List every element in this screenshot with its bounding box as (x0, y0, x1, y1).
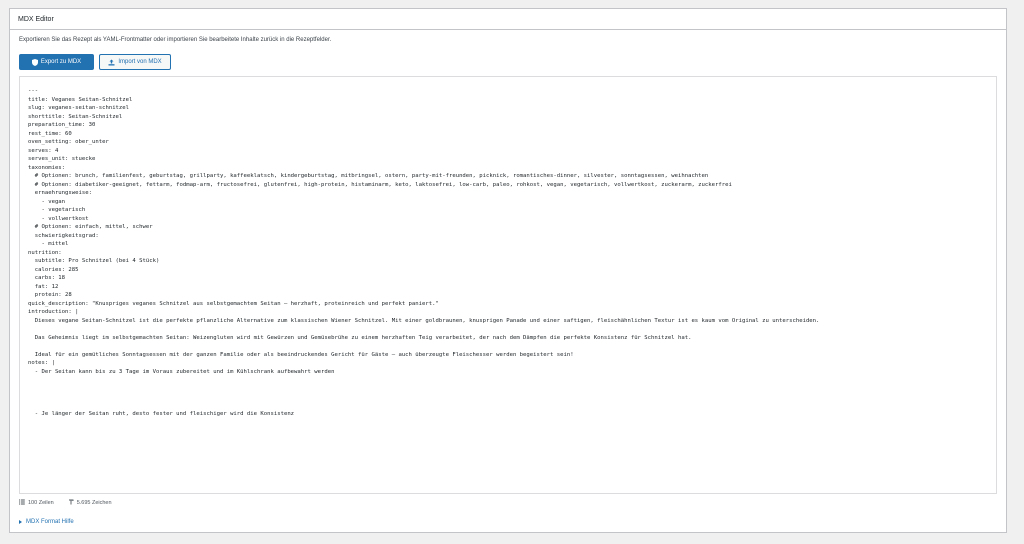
code-line: rest_time: 60 (28, 130, 72, 137)
code-line: --- (28, 88, 39, 94)
mdx-editor-panel (9, 8, 1007, 533)
triangle-right-icon (19, 520, 22, 524)
code-line: - vollwertkost (28, 215, 89, 222)
import-mdx-button[interactable] (99, 54, 171, 70)
code-line: subtitle: Pro Schnitzel (bei 4 Stück) (28, 258, 160, 264)
code-line: # Optionen: einfach, mittel, schwer (28, 224, 153, 230)
code-line: introduction: | (28, 309, 79, 315)
code-line: # Optionen: brunch, familienfest, geburtstag, grillparty, kaffeeklatsch, kindergeburtstag, mitbringsel, ostern, party-mit-freunden, picknick, romantisches-dinner, silvester, sonntagsessen, weihnachten (28, 173, 709, 179)
editor-status-bar (19, 499, 112, 507)
code-line (28, 393, 992, 402)
import-mdx-label: Import von MDX (118, 59, 162, 65)
char-count (68, 499, 112, 507)
code-line: title: Veganes Seitan-Schnitzel (28, 96, 133, 103)
code-line: carbs: 18 (28, 275, 66, 281)
char-count-label: 5.695 Zeichen (76, 500, 112, 506)
code-line: Dieses vegane Seitan-Schnitzel ist die perfekte pflanzliche Alternative zum klassischen Wiener Schnitzel. Mit einer goldbraunen, knusprigen Panade und einer saftigen, fleischähnlichen Textur ist es kaum vom Original zu unterscheiden. (28, 317, 820, 324)
panel-description: Exportieren Sie das Rezept als YAML-Frontmatter oder importieren Sie bearbeitete Inhalte zurück in die Rezeptfelder. (19, 37, 332, 43)
code-line: - Der Seitan kann bis zu 3 Tage im Voraus zubereitet und im Kühlschrank aufbewahrt werden (28, 368, 335, 375)
code-line (28, 402, 992, 411)
code-content[interactable] (28, 87, 992, 419)
list-icon (19, 499, 25, 507)
code-line (28, 385, 992, 394)
line-count-label: 100 Zeilen (28, 500, 54, 506)
mdx-code-editor[interactable] (19, 76, 997, 494)
code-line (28, 325, 992, 334)
code-line: fat: 12 (28, 283, 59, 290)
code-line: - vegan (28, 198, 66, 205)
code-line: serves: 4 (28, 147, 59, 154)
code-line: calories: 285 (28, 266, 79, 273)
code-line: protein: 28 (28, 292, 72, 298)
code-line: oven_setting: ober_unter (28, 139, 109, 145)
code-line: nutrition: (28, 249, 62, 256)
code-line: notes: | (28, 360, 55, 366)
mdx-format-help-label: MDX Format Hilfe (26, 519, 74, 525)
panel-title: MDX Editor (10, 9, 1006, 30)
code-line: schwierigkeitsgrad: (28, 232, 99, 239)
code-line: - Je länger der Seitan ruht, desto fester und fleischiger wird die Konsistenz (28, 411, 295, 417)
export-mdx-button[interactable] (19, 54, 94, 70)
upload-icon (108, 59, 115, 66)
code-line (28, 342, 992, 351)
code-line (28, 376, 992, 385)
code-line: serves_unit: stuecke (28, 156, 96, 162)
mdx-format-help-toggle[interactable] (19, 519, 74, 525)
code-line: quick_description: "Knuspriges veganes Schnitzel aus selbstgemachtem Seitan – herzhaft, proteinreich und perfekt paniert." (28, 300, 439, 307)
code-line: - mittel (28, 241, 69, 247)
code-line: taxonomies: (28, 164, 66, 171)
code-line: ernaehrungsweise: (28, 190, 92, 196)
code-line: # Optionen: diabetiker-geeignet, fettarm, fodmap-arm, fructosefrei, glutenfrei, high-protein, histaminarm, keto, laktosefrei, low-carb, paleo, rohkost, vegan, vegetarisch, vollwertkost, zuckerarm, zuckerfrei (28, 181, 732, 188)
shield-icon (32, 59, 38, 66)
code-line: slug: veganes-seitan-schnitzel (28, 105, 130, 111)
code-line: preparation_time: 30 (28, 122, 96, 128)
text-icon (68, 499, 74, 507)
code-line: Ideal für ein gemütliches Sonntagsessen mit der ganzen Familie oder als beeindruckendes Gericht für Gäste – auch überzeugte Fleischesser werden begeistert sein! (28, 351, 574, 358)
line-count (19, 499, 54, 507)
code-line: shorttitle: Seitan-Schnitzel (28, 113, 123, 120)
export-mdx-label: Export zu MDX (40, 59, 82, 65)
code-line: - vegetarisch (28, 207, 86, 213)
code-line: Das Geheimnis liegt im selbstgemachten Seitan: Weizengluten wird mit Gewürzen und Gemüsebrühe zu einem herzhaften Teig verarbeitet, der nach dem Dämpfen die perfekte Konsistenz für Schnitzel hat. (28, 334, 692, 341)
